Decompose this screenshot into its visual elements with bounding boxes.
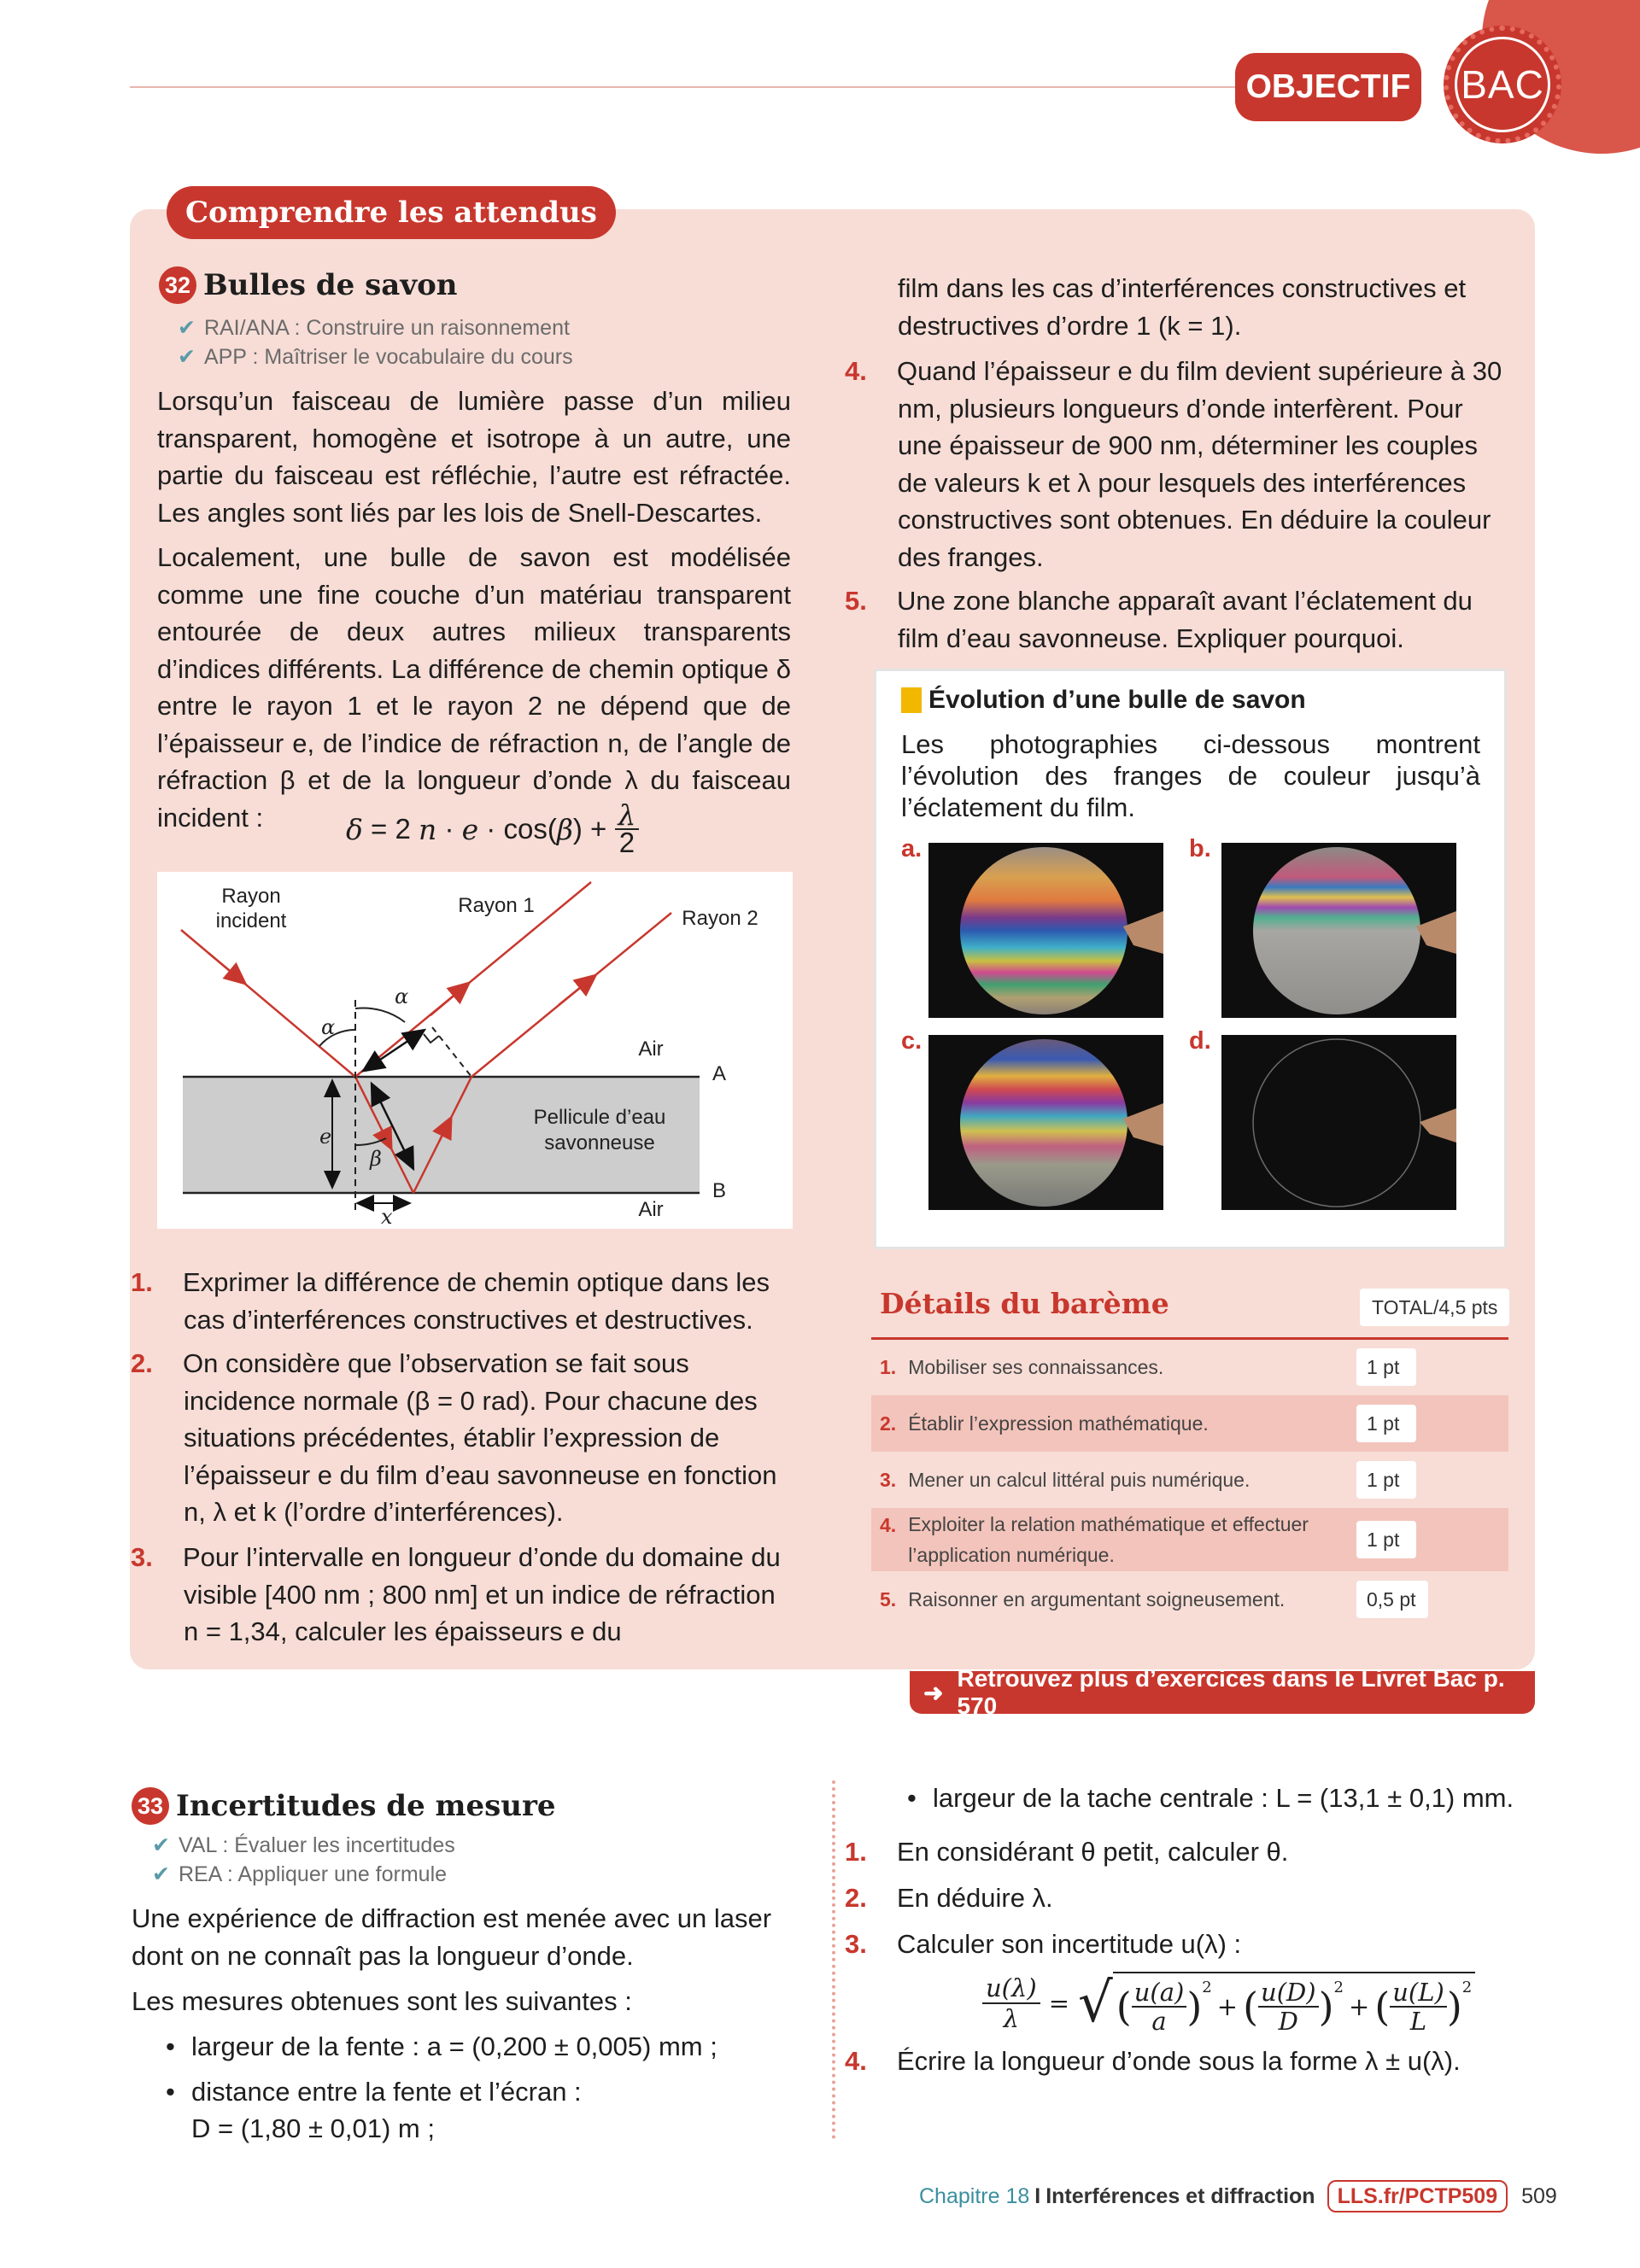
ex33-paragraph-2: Les mesures obtenues sont les suivantes : [132,1986,632,2016]
ex33-question-2: 2. En déduire λ. [845,1883,1053,1913]
svg-text:β: β [370,1147,382,1171]
diagram-svg [157,872,793,1229]
check-icon: ✔ [152,1833,170,1857]
exercise-number: 32 [159,266,196,304]
check-icon: ✔ [178,316,196,340]
section-title: Comprendre les attendus [185,196,597,230]
photo-bubble-b [1221,843,1456,1018]
svg-text:B: B [712,1179,727,1202]
photo-label-c: c. [901,1027,922,1055]
arrow-right-icon: ➜ [923,1679,944,1706]
label-rayon-1: Rayon 1 [458,894,535,917]
bareme-total: TOTAL/4,5 pts [1360,1289,1509,1326]
svg-text:savonneuse: savonneuse [544,1131,655,1154]
photo-bubble-a [928,843,1163,1018]
path-difference-formula: δ = 2 n · e · cos( β ) + $\frac{\lambda}{2}$ [346,803,639,856]
question-3: 3. Pour l’intervalle en longueur d’onde du domaine du visible [400 nm ; 800 nm] et un indice de réfraction n = 1,34, calculer les épaisseurs e du [131,1542,781,1646]
document-title: Évolution d’une bulle de savon [901,686,1306,715]
footer [919,2179,1557,2213]
bullet-fente: • largeur de la fente : a = (0,200 ± 0,005) mm ; [166,2028,798,2066]
photo-label-a: a. [901,835,922,862]
header-rule [130,86,1240,88]
svg-text:Air: Air [638,1198,664,1221]
bullet-distance: • distance entre la fente et l’écran : [166,2073,798,2111]
footer-chapter-title: Interférences et diffraction [1046,2183,1315,2208]
check-icon: ✔ [152,1862,170,1886]
svg-text:α: α [395,985,409,1008]
exercise-title: Incertitudes de mesure [176,1789,556,1823]
check-icon: ✔ [178,345,196,369]
competence-2: ✔ APP : Maîtriser le vocabulaire du cours [178,345,573,369]
section-title-pill [167,186,616,239]
bac-label: BAC [1461,62,1544,107]
bullet-tache: • largeur de la tache centrale : L = (13,1 ± 0,1) mm. [907,1780,1522,1817]
exercise-33-heading [132,1787,556,1825]
bareme-row-5: 5. Raisonner en argumentant soigneusement. 0,5 pt [871,1571,1508,1628]
bareme-row-1: 1. Mobiliser ses connaissances. 1 pt [871,1339,1508,1395]
ex33-question-3: 3. Calculer son incertitude u(λ) : [845,1929,1242,1959]
question-2: 2. On considère que l’observation se fait sous incidence normale (β = 0 rad). Pour chacune des situations précédentes, établir l’expression de l’épaisseur e du film d’eau savonneuse en fonction n, λ et k (l’ordre d’interférences). [131,1348,777,1527]
bareme-row-3: 3. Mener un calcul littéral puis numérique. 1 pt [871,1452,1508,1508]
page-number: 509 [1521,2183,1557,2208]
question-1: 1. Exprimer la différence de chemin optique dans les cas d’interférences constructives et destructives. [131,1267,770,1335]
exercise-number: 33 [132,1787,169,1825]
question-5: 5. Une zone blanche apparaît avant l’éclatement du film d’eau savonneuse. Expliquer pourquoi. [845,586,1473,653]
objectif-label: OBJECTIF [1245,68,1411,105]
sqrt-icon: √ [1078,1972,1113,2035]
svg-text:Air: Air [638,1038,664,1061]
competence-1: ✔ RAI/ANA : Construire un raisonnement [178,316,570,340]
ex33-question-4: 4. Écrire la longueur d’onde sous la forme λ ± u(λ). [845,2046,1461,2076]
column-divider [832,1780,835,2139]
competence-2: ✔ REA : Appliquer une formule [152,1862,448,1886]
svg-text:Pellicule d’eau: Pellicule d’eau [533,1106,666,1129]
bac-seal [1444,26,1561,143]
bullet-distance-value: D = (1,80 ± 0,01) m ; [191,2113,435,2143]
livret-bac-link[interactable]: ➜ Retrouvez plus d’exercices dans le Livret Bac p. 570 [910,1671,1535,1714]
doc-square-icon [901,687,922,713]
footer-separator: I [1034,2183,1041,2208]
svg-text:incident: incident [215,909,287,932]
question-4: 4. Quand l’épaisseur e du film devient supérieure à 30 nm, plusieurs longueurs d’onde interfèrent. Pour une épaisseur de 900 nm, déterminer les couples de valeurs k et λ pour lesquels des interférences constructives sont obtenues. En déduire la couleur des franges. [845,356,1502,572]
ex33-question-1: 1. En considérant θ petit, calculer θ. [845,1837,1289,1867]
intro-paragraph-1: Lorsqu’un faisceau de lumière passe d’un milieu transparent, homogène et isotrope à un autre, une partie du faisceau est réfléchie, l’autre est réfractée. Les angles sont liés par les lois de Snell-Descartes. [157,386,791,528]
ex33-paragraph-1: Une expérience de diffraction est menée avec un laser dont on ne connaît pas la longueur d’onde. [132,1903,772,1971]
diag-incident [157,872,158,873]
refraction-diagram [157,872,793,1229]
label-rayon-2: Rayon 2 [682,907,758,930]
bareme-row-2: 2. Établir l’expression mathématique. 1 pt [871,1395,1508,1452]
bareme-row-4: 4. Exploiter la relation mathématique et effectuer l’application numérique. 1 pt [871,1508,1508,1571]
incident-ray [181,930,355,1077]
footer-link[interactable]: LLS.fr/PCTP509 [1327,2180,1508,2212]
uncertainty-formula: $\frac{u(\lambda)}{\lambda}$ = √ ( u(a) a ) $^2$ + ( u(D) D ) $^2$ + ( u(L) L ) $^2$ [982,1966,1475,2041]
intro-paragraph-2: Localement, une bulle de savon est modélisée comme une fine couche d’un matériau transparent entourée de deux autres milieux transparents d’indices différents. La différence de chemin optique δ entre le rayon 1 et le rayon 2 ne dépend que de l’épaisseur e, de l’indice de réfraction n, de l’angle de réfraction β et de la longueur d’onde λ du faisceau incident : [157,542,791,833]
label-rayon-incident: Rayon [221,885,281,908]
svg-text:A: A [712,1062,727,1085]
competence-1: ✔ VAL : Évaluer les incertitudes [152,1833,455,1857]
svg-text:x: x [381,1205,393,1229]
exercise-32-heading [159,266,457,304]
bareme-title: Détails du barème [880,1287,1169,1320]
photo-label-b: b. [1189,835,1211,862]
exercise-title: Bulles de savon [203,268,458,302]
document-text: Les photographies ci-dessous montrent l’évolution des franges de couleur jusqu’à l’éclatement du film. [901,729,1480,822]
svg-text:α: α [321,1015,336,1039]
svg-text:e: e [319,1125,332,1149]
footer-chapter: Chapitre 18 [919,2183,1030,2208]
photo-label-d: d. [1189,1027,1211,1055]
photo-bubble-c [928,1035,1163,1210]
question-3-continued: film dans les cas d’interférences constructives et destructives d’ordre 1 (k = 1). [898,273,1467,341]
objectif-badge [1235,53,1421,121]
photo-bubble-d [1221,1035,1456,1210]
